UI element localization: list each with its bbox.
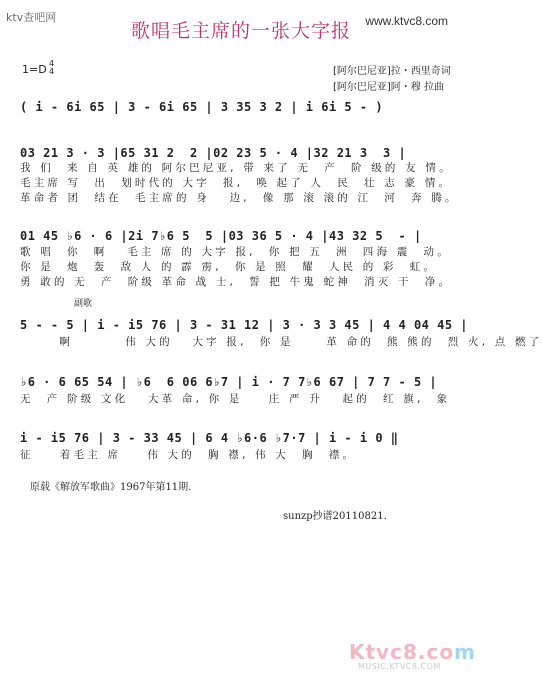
lyricist-credit: [阿尔巴尼亚]拉・西里奇词 [333, 66, 451, 77]
composer-credit: [阿尔巴尼亚]阿・穆 拉曲 [333, 82, 444, 93]
transcriber-signature: sunzp抄谱20110821. [283, 511, 387, 522]
lyric-line-1-verse-1: 我 们 来 自 英 雄的 阿尔巴尼亚, 带 来了 无 产 阶 级的 友 情。 [20, 162, 453, 174]
lyric-line-2-verse-2: 你 是 炮 轰 敌 人 的 霹 雳, 你 是 照 耀 人民 的 彩 虹。 [20, 261, 438, 273]
score-line-5: i - i5 76 | 3 - 33 45 | 6 4 ♭6·6 ♭7·7 | i - i 0 ‖ [20, 431, 399, 445]
song-title: 歌唱毛主席的一张大字报 [130, 20, 351, 42]
lyric-line-1-verse-3: 革命者 团 结在 毛主席的 身 边, 像 那 滚 滚的 江 河 奔 腾。 [20, 192, 459, 204]
logo-part-a: Ktvc8 [349, 640, 418, 664]
score-line-intro: ( i - 6i 65 | 3 - 6i 65 | 3 35 3 2 | i 6i 5 - ) [20, 100, 384, 114]
score-line-1: 03 21 3 · 3 |65 31 2 2 |02 23 5 · 4 |32 21 3 3 | [20, 146, 407, 160]
meter-top: 4 [49, 59, 55, 68]
lyric-line-5: 征 着毛主 席 伟 大的 胸 襟, 伟 大 胸 襟。 [20, 449, 357, 461]
time-signature [49, 60, 54, 76]
logo-part-c: m [454, 640, 476, 664]
key-signature: 1=D [22, 63, 47, 76]
lyric-line-2-verse-3: 勇 敢的 无 产 阶级 革命 战 士, 誓 把 牛鬼 蛇神 消灭 干 净。 [20, 276, 453, 288]
score-line-2: 01 45 ♭6 · 6 |2i 7♭6 5 5 |03 36 5 · 4 |43 32 5 - | [20, 229, 422, 243]
chorus-marking: 副歌 [74, 299, 93, 309]
meter-bottom: 4 [49, 67, 55, 76]
watermark-subtitle: MUSIC.KTVC8.COM [358, 662, 441, 671]
lyric-line-4: 无 产 阶级 文化 大革 命, 你 是 庄 严 升 起的 红 旗, 象 [20, 393, 451, 405]
source-note: 原载《解放军歌曲》1967年第11期. [30, 482, 192, 493]
lyric-line-2-verse-1: 歌 唱 你 啊 毛主 席 的 大字 报, 你 把 五 洲 四海 震 动。 [20, 246, 451, 258]
score-line-4: ♭6 · 6 65 54 | ♭6 6 06 6♭7 | i · 7 7♭6 67 | 7 7 - 5 | [20, 375, 438, 389]
score-line-3: 5 - - 5 | i - i5 76 | 3 - 31 12 | 3 · 3 3 45 | 4 4 04 45 | [20, 318, 469, 332]
logo-part-b: .co [417, 640, 455, 664]
lyric-line-1-verse-2: 毛主席 写 出 划时代的 大字 报, 唤 起了 人 民 壮 志 豪 情。 [20, 177, 453, 189]
site-name-left: ktv查吧网 [6, 11, 57, 24]
lyric-line-3: 啊 伟 大的 大字 报, 你 是 革 命的 熊 熊的 烈 火, 点 燃了 [20, 336, 542, 348]
site-url[interactable]: www.ktvc8.com [365, 14, 448, 28]
